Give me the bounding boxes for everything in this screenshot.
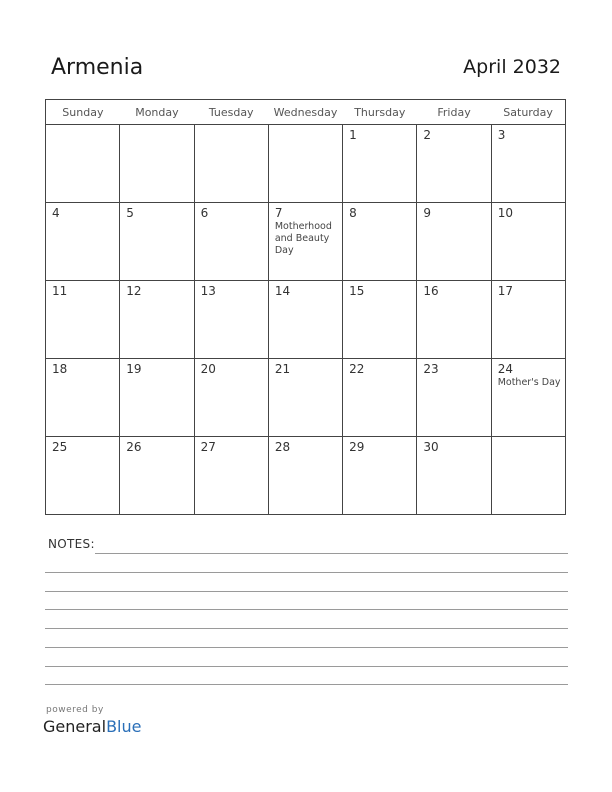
calendar-day-cell [46, 203, 120, 281]
day-cell-content [343, 203, 416, 279]
day-cell-content [343, 281, 416, 357]
day-cell-content [417, 203, 490, 279]
day-number: 12 [126, 284, 142, 298]
calendar-day-cell [491, 203, 565, 281]
calendar-day-cell [343, 359, 417, 437]
calendar-day-cell [194, 203, 268, 281]
calendar-day-cell [268, 125, 342, 203]
day-cell-content [46, 437, 119, 513]
day-number: 13 [200, 284, 216, 298]
day-number: 1 [349, 128, 357, 142]
calendar-day-cell [46, 281, 120, 359]
day-number: 25 [52, 440, 68, 454]
day-number: 11 [52, 284, 68, 298]
calendar-day-cell [491, 437, 565, 515]
weekday-saturday: Saturday [491, 100, 565, 125]
weekday-thursday: Thursday [343, 100, 417, 125]
calendar-day-cell [120, 203, 194, 281]
day-number: 19 [126, 362, 142, 376]
calendar-day-cell [417, 281, 491, 359]
note-line [45, 666, 568, 667]
day-number: 22 [349, 362, 365, 376]
day-cell-content [120, 437, 193, 513]
day-cell-content [46, 203, 119, 279]
calendar-day-cell [120, 437, 194, 515]
day-number: 18 [52, 362, 68, 376]
calendar-day-cell [268, 359, 342, 437]
calendar-day-cell [268, 281, 342, 359]
calendar-day-cell [194, 359, 268, 437]
day-cell-content [120, 203, 193, 279]
calendar-day-cell [491, 359, 565, 437]
logo-general: General [43, 717, 107, 736]
calendar-day-cell [343, 203, 417, 281]
day-cell-content [195, 359, 268, 435]
day-number: 28 [274, 440, 291, 454]
calendar-day-cell [194, 125, 268, 203]
day-cell-content [120, 281, 193, 357]
day-number: 10 [497, 206, 513, 220]
day-cell-content [195, 437, 268, 513]
day-cell-content [46, 125, 119, 201]
powered-by-text: powered by [46, 705, 104, 715]
calendar-day-cell [343, 125, 417, 203]
weekday-friday: Friday [417, 100, 491, 125]
day-number: 20 [200, 362, 216, 376]
day-cell-content [343, 437, 416, 513]
weekday-sunday: Sunday [46, 100, 120, 125]
calendar-country: Armenia [51, 55, 144, 80]
calendar-week-row [46, 281, 566, 359]
calendar-grid [45, 99, 566, 515]
weekday-wednesday: Wednesday [268, 100, 342, 125]
calendar-day-cell [417, 437, 491, 515]
calendar-day-cell [491, 281, 565, 359]
holiday-label: Mother's Day [497, 377, 561, 388]
generalblue-logo [43, 717, 141, 736]
day-number: 16 [423, 284, 439, 298]
note-line [45, 591, 568, 592]
day-number: 7 [274, 206, 283, 220]
calendar-day-cell [417, 203, 491, 281]
note-line [45, 684, 568, 685]
day-number: 8 [349, 206, 357, 220]
day-number: 9 [423, 206, 432, 220]
day-number: 26 [126, 440, 142, 454]
calendar-week-row [46, 203, 566, 281]
day-cell-content [195, 203, 268, 279]
holiday-label: Motherhood and Beauty Day [274, 221, 332, 256]
day-number: 17 [497, 284, 513, 298]
calendar-day-cell [194, 281, 268, 359]
note-line [45, 609, 568, 610]
day-cell-content [120, 359, 193, 435]
day-cell-content [269, 437, 342, 513]
calendar-day-cell [268, 203, 342, 281]
day-cell-content [492, 203, 565, 279]
day-cell-content [492, 437, 565, 513]
calendar-day-cell [46, 437, 120, 515]
day-cell-content [492, 125, 565, 201]
weekday-tuesday: Tuesday [194, 100, 268, 125]
weekday-header-row [46, 100, 566, 125]
calendar-day-cell [120, 281, 194, 359]
day-number: 5 [126, 206, 134, 220]
day-number: 14 [274, 284, 291, 298]
day-number: 15 [349, 284, 365, 298]
day-number: 24 [497, 362, 513, 376]
day-number: 6 [200, 206, 209, 220]
day-cell-content [417, 437, 490, 513]
day-cell-content [417, 359, 490, 435]
day-number: 27 [200, 440, 216, 454]
day-cell-content [417, 125, 490, 201]
note-line [45, 647, 568, 648]
calendar-day-cell [343, 437, 417, 515]
logo-blue: Blue [106, 717, 142, 736]
calendar-week-row [46, 125, 566, 203]
day-number: 3 [497, 128, 506, 142]
calendar-day-cell [343, 281, 417, 359]
notes-label: NOTES: [48, 537, 95, 551]
day-cell-content [343, 125, 416, 201]
calendar-day-cell [46, 359, 120, 437]
calendar-day-cell [46, 125, 120, 203]
day-cell-content [269, 281, 342, 357]
day-cell-content [343, 359, 416, 435]
note-line [45, 628, 568, 629]
calendar-day-cell [120, 125, 194, 203]
day-cell-content [120, 125, 193, 201]
day-number: 30 [423, 440, 439, 454]
day-cell-content [195, 125, 268, 201]
day-cell-content [269, 359, 342, 435]
calendar-day-cell [194, 437, 268, 515]
calendar-day-cell [417, 125, 491, 203]
day-cell-content [269, 125, 342, 201]
calendar-month: April 2032 [463, 56, 561, 78]
day-cell-content [46, 359, 119, 435]
note-line [45, 572, 568, 573]
day-number: 23 [423, 362, 439, 376]
day-cell-content [417, 281, 490, 357]
calendar-week-row [46, 437, 566, 515]
calendar-day-cell [120, 359, 194, 437]
day-number: 2 [423, 128, 432, 142]
day-cell-content [492, 281, 565, 357]
calendar-day-cell [417, 359, 491, 437]
day-number: 4 [52, 206, 60, 220]
day-cell-content [492, 359, 565, 435]
day-cell-content [195, 281, 268, 357]
calendar-day-cell [491, 125, 565, 203]
day-number: 21 [274, 362, 291, 376]
calendar-day-cell [268, 437, 342, 515]
note-line [95, 553, 568, 554]
calendar-week-row [46, 359, 566, 437]
weekday-monday: Monday [120, 100, 194, 125]
day-cell-content [269, 203, 342, 279]
day-cell-content [46, 281, 119, 357]
day-number: 29 [349, 440, 365, 454]
